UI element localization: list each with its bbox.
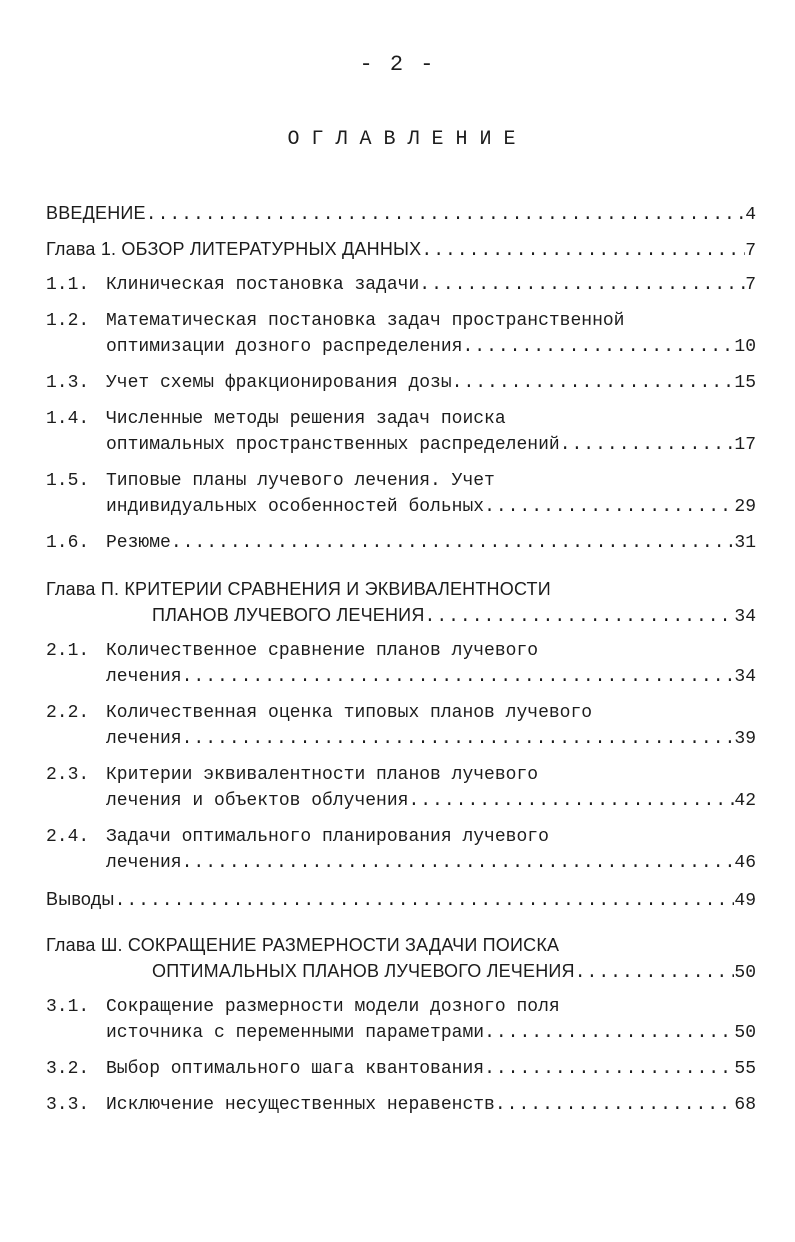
toc-entry-page: 39 — [734, 729, 756, 749]
toc-entry-introduction — [46, 200, 756, 226]
toc-entry-1-2 — [46, 308, 756, 360]
toc-entry-page: 68 — [734, 1095, 756, 1115]
toc-entry-number: 1.1. — [46, 275, 90, 295]
toc-entry-chapter-2 — [46, 576, 756, 628]
toc-entry-page: 50 — [734, 1023, 756, 1043]
toc-entry-page: 49 — [734, 891, 756, 911]
toc-entry-title-continued: лечения и объектов облучения — [106, 791, 409, 811]
toc-entry-page: 46 — [734, 853, 756, 873]
toc-entry-1-1 — [46, 272, 756, 298]
toc-entry-title-continued: источника с переменными параметрами — [106, 1023, 485, 1043]
leader-dots — [575, 960, 735, 984]
toc-entry-page: 15 — [734, 373, 756, 393]
toc-entry-title: Глава 1. ОБЗОР ЛИТЕРАТУРНЫХ ДАННЫХ — [46, 239, 422, 259]
toc-entry-title-continued: индивидуальных особенностей больных — [106, 497, 485, 517]
toc-entry-number: 1.5. — [46, 471, 90, 491]
leader-dots — [115, 888, 735, 912]
toc-entry-title: Глава Ш. СОКРАЩЕНИЕ РАЗМЕРНОСТИ ЗАДАЧИ ПОИСКА — [46, 935, 560, 955]
toc-entry-title: Клиническая постановка задачи — [106, 275, 420, 295]
toc-entry-2-1 — [46, 638, 756, 690]
toc-entry-page: 50 — [734, 963, 756, 983]
toc-entry-2-3 — [46, 762, 756, 814]
toc-entry-1-4 — [46, 406, 756, 458]
toc-entry-number: 1.2. — [46, 311, 90, 331]
toc-entry-title: Количественная оценка типовых планов лучевого — [106, 703, 593, 723]
toc-entry-number: 3.3. — [46, 1095, 90, 1115]
leader-dots — [182, 850, 735, 876]
toc-entry-number: 2.2. — [46, 703, 90, 723]
toc-entry-3-2 — [46, 1056, 756, 1082]
toc-entry-number: 2.4. — [46, 827, 90, 847]
toc-entry-title-continued: ОПТИМАЛЬНЫХ ПЛАНОВ ЛУЧЕВОГО ЛЕЧЕНИЯ — [152, 961, 575, 981]
leader-dots — [182, 726, 735, 752]
toc-entry-number: 3.1. — [46, 997, 90, 1017]
leader-dots — [484, 1020, 734, 1046]
toc-entry-page: 34 — [734, 667, 756, 687]
toc-entry-2-2 — [46, 700, 756, 752]
leader-dots — [452, 370, 735, 396]
leader-dots — [182, 664, 735, 690]
toc-entry-title: Выбор оптимального шага квантования — [106, 1059, 485, 1079]
leader-dots — [484, 1056, 734, 1082]
toc-entry-page: 17 — [734, 435, 756, 455]
leader-dots — [560, 432, 735, 458]
toc-entry-3-1 — [46, 994, 756, 1046]
toc-entry-2-4 — [46, 824, 756, 876]
toc-entry-title-continued: ПЛАНОВ ЛУЧЕВОГО ЛЕЧЕНИЯ — [152, 605, 425, 625]
toc-entry-title: Глава П. КРИТЕРИИ СРАВНЕНИЯ И ЭКВИВАЛЕНТНОСТИ — [46, 579, 551, 599]
toc-entry-page: 31 — [734, 533, 756, 553]
toc-entry-title: Численные методы решения задач поиска — [106, 409, 506, 429]
toc-entry-chapter-3 — [46, 932, 756, 984]
leader-dots — [495, 1092, 735, 1118]
toc-entry-title-continued: лечения — [106, 729, 182, 749]
toc-entry-title-continued: оптимальных пространственных распределений — [106, 435, 560, 455]
toc-entry-number: 1.3. — [46, 373, 90, 393]
toc-entry-title: Математическая постановка задач пространственной — [106, 311, 625, 331]
leader-dots — [408, 788, 734, 814]
leader-dots — [146, 202, 745, 226]
table-of-contents — [46, 200, 756, 1118]
leader-dots — [171, 530, 735, 556]
toc-entry-title: Резюме — [106, 533, 171, 553]
page-number: - 2 - — [359, 52, 436, 77]
toc-entry-number: 1.4. — [46, 409, 90, 429]
toc-entry-number: 3.2. — [46, 1059, 90, 1079]
toc-entry-title: Типовые планы лучевого лечения. Учет — [106, 471, 495, 491]
toc-entry-title: Задачи оптимального планирования лучевого — [106, 827, 549, 847]
leader-dots — [425, 604, 735, 628]
toc-entry-page: 29 — [734, 497, 756, 517]
leader-dots — [421, 238, 745, 262]
toc-entry-page: 55 — [734, 1059, 756, 1079]
toc-entry-title-continued: лечения — [106, 667, 182, 687]
toc-entry-title: Исключение несущественных неравенств — [106, 1095, 495, 1115]
toc-title: ОГЛАВЛЕНИЕ — [287, 128, 528, 151]
toc-entry-page: 10 — [734, 337, 756, 357]
leader-dots — [484, 494, 734, 520]
toc-entry-page: 7 — [745, 275, 756, 295]
leader-dots — [419, 272, 745, 298]
toc-entry-conclusions — [46, 886, 756, 912]
toc-entry-title: Количественное сравнение планов лучевого — [106, 641, 539, 661]
toc-entry-1-5 — [46, 468, 756, 520]
toc-entry-1-6 — [46, 530, 756, 556]
toc-entry-page: 7 — [745, 241, 756, 261]
leader-dots — [462, 334, 734, 360]
toc-entry-title: Сокращение размерности модели дозного поля — [106, 997, 560, 1017]
toc-entry-title: Критерии эквивалентности планов лучевого — [106, 765, 539, 785]
toc-entry-3-3 — [46, 1092, 756, 1118]
toc-entry-title: ВВЕДЕНИЕ — [46, 203, 146, 223]
toc-entry-number: 2.1. — [46, 641, 90, 661]
toc-entry-title: Учет схемы фракционирования дозы — [106, 373, 452, 393]
toc-entry-title-continued: оптимизации дозного распределения — [106, 337, 463, 357]
toc-entry-1-3 — [46, 370, 756, 396]
toc-entry-chapter-1 — [46, 236, 756, 262]
toc-entry-number: 1.6. — [46, 533, 90, 553]
toc-entry-title: Выводы — [46, 889, 115, 909]
toc-entry-page: 42 — [734, 791, 756, 811]
toc-entry-title-continued: лечения — [106, 853, 182, 873]
toc-entry-page: 4 — [745, 205, 756, 225]
toc-entry-page: 34 — [734, 607, 756, 627]
toc-entry-number: 2.3. — [46, 765, 90, 785]
